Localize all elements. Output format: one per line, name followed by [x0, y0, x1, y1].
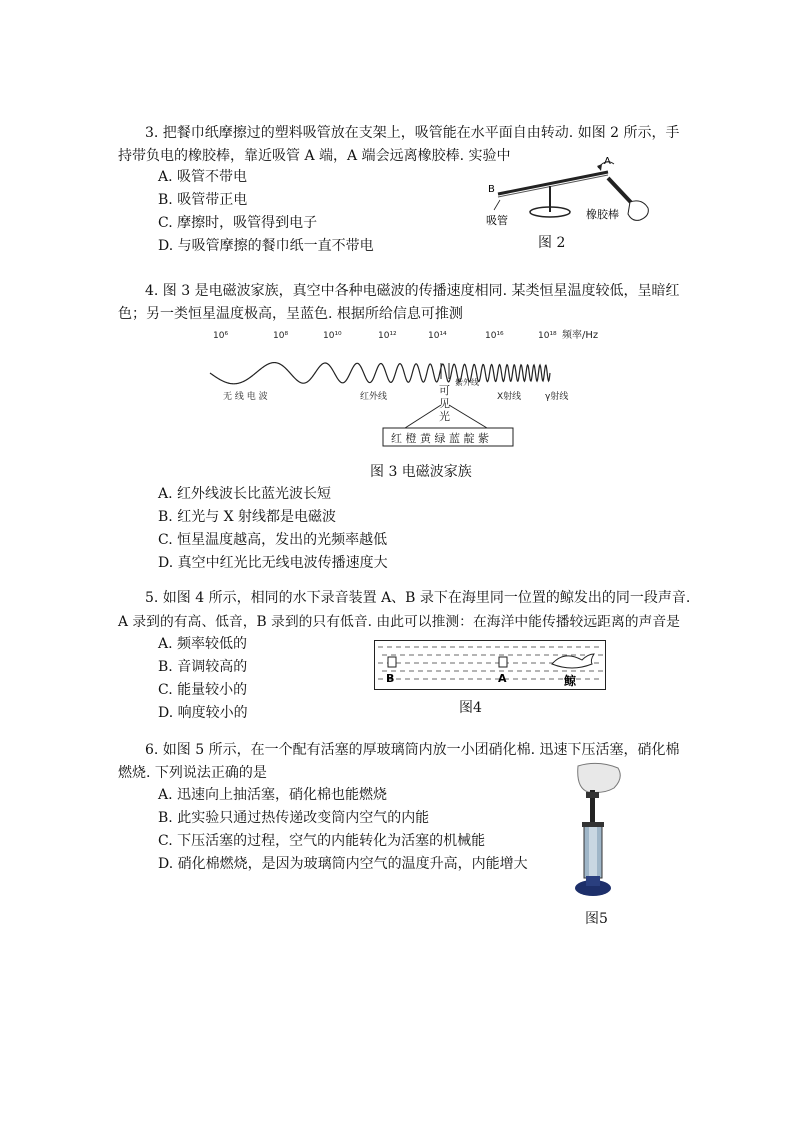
q4-freq-tick-7: 10¹⁸	[538, 331, 557, 341]
q5-option-c: C. 能量较小的	[158, 682, 248, 698]
q4-freq-tick-3: 10¹⁰	[323, 331, 342, 341]
q4-stem-line2: 色；另一类恒星温度极高，呈蓝色. 根据所给信息可推测	[118, 306, 463, 322]
q4-figure-caption: 图 3 电磁波家族	[370, 464, 472, 480]
q5-option-b: B. 音调较高的	[158, 659, 248, 675]
q4-visible-char-1: 可	[439, 384, 450, 397]
q4-stem-line1: 4. 图 3 是电磁波家族，真空中各种电磁波的传播速度相同. 某类恒星温度较低，呈暗红	[145, 283, 680, 299]
q3-figure-rod-label: 橡胶棒	[586, 208, 619, 221]
q3-figure-caption: 图 2	[538, 235, 566, 251]
q6-stem-line2: 燃烧. 下列说法正确的是	[118, 765, 267, 781]
q6-stem-line1: 6. 如图 5 所示，在一个配有活塞的厚玻璃筒内放一小团硝化棉. 迅速下压活塞，硝化棉	[145, 742, 680, 758]
q3-option-a: A. 吸管不带电	[158, 169, 248, 185]
q5-option-d: D. 响度较小的	[158, 705, 248, 721]
q4-option-d: D. 真空中红光比无线电波传播速度大	[158, 555, 388, 571]
q6-option-b: B. 此实验只通过热传递改变筒内空气的内能	[158, 810, 430, 826]
q4-band-radio: 无 线 电 波	[223, 392, 268, 402]
q4-freq-tick-6: 10¹⁶	[485, 331, 504, 341]
q4-spectrum-colors: 红 橙 黄 绿 蓝 靛 紫	[391, 432, 489, 445]
q4-freq-tick-5: 10¹⁴	[428, 331, 447, 341]
q4-freq-tick-4: 10¹²	[378, 331, 397, 341]
q4-band-xray: X射线	[497, 392, 522, 402]
q3-figure-straw-experiment	[480, 150, 660, 230]
q4-freq-tick-1: 10⁶	[213, 331, 229, 341]
q6-option-a: A. 迅速向上抽活塞，硝化棉也能燃烧	[158, 787, 388, 803]
q4-band-infrared: 红外线	[360, 392, 388, 402]
q5-option-a: A. 频率较低的	[158, 636, 248, 652]
q6-option-d: D. 硝化棉燃烧，是因为玻璃筒内空气的温度升高，内能增大	[158, 856, 528, 872]
q4-wave-curve	[210, 363, 550, 384]
q5-figure-caption: 图4	[459, 700, 482, 716]
q5-figure-label-a: A	[498, 672, 507, 685]
q6-figure-compression-cylinder	[560, 762, 630, 902]
q4-band-ultraviolet: 紫外线	[455, 378, 479, 387]
q3-option-c: C. 摩擦时，吸管得到电子	[158, 215, 318, 231]
q3-stem-line1: 3. 把餐巾纸摩擦过的塑料吸管放在支架上，吸管能在水平面自由转动. 如图 2 所示，手	[145, 125, 680, 141]
q4-option-a: A. 红外线波长比蓝光波长短	[158, 486, 332, 502]
q5-stem-line2: A 录到的有高、低音，B 录到的只有低音. 由此可以推测：在海洋中能传播较远距离的声音是	[118, 614, 680, 630]
q3-figure-straw-label: 吸管	[486, 214, 508, 227]
q6-option-c: C. 下压活塞的过程，空气的内能转化为活塞的机械能	[158, 833, 486, 849]
q5-figure-ocean	[374, 640, 606, 690]
q6-figure-caption: 图5	[585, 911, 608, 927]
q5-figure-label-b: B	[386, 672, 395, 685]
q4-figure-em-spectrum	[205, 325, 615, 450]
q3-option-d: D. 与吸管摩擦的餐巾纸一直不带电	[158, 238, 374, 254]
q4-freq-unit: 频率/Hz	[562, 330, 599, 341]
q3-figure-label-a: A	[604, 156, 611, 167]
q4-freq-tick-2: 10⁸	[273, 331, 289, 341]
q5-figure-whale-label: 鲸	[564, 674, 577, 688]
q3-stem-line2: 持带负电的橡胶棒，靠近吸管 A 端，A 端会远离橡胶棒. 实验中	[118, 148, 511, 164]
q4-visible-char-3: 光	[439, 410, 450, 423]
q4-visible-char-2: 见	[439, 397, 450, 410]
q4-band-gamma: γ射线	[545, 392, 569, 402]
q5-stem-line1: 5. 如图 4 所示，相同的水下录音装置 A、B 录下在海里同一位置的鲸发出的同一段声音.	[145, 590, 691, 606]
q4-option-c: C. 恒星温度越高，发出的光频率越低	[158, 532, 388, 548]
q3-option-b: B. 吸管带正电	[158, 192, 248, 208]
q4-option-b: B. 红光与 X 射线都是电磁波	[158, 509, 337, 525]
q3-figure-label-b: B	[488, 184, 495, 195]
